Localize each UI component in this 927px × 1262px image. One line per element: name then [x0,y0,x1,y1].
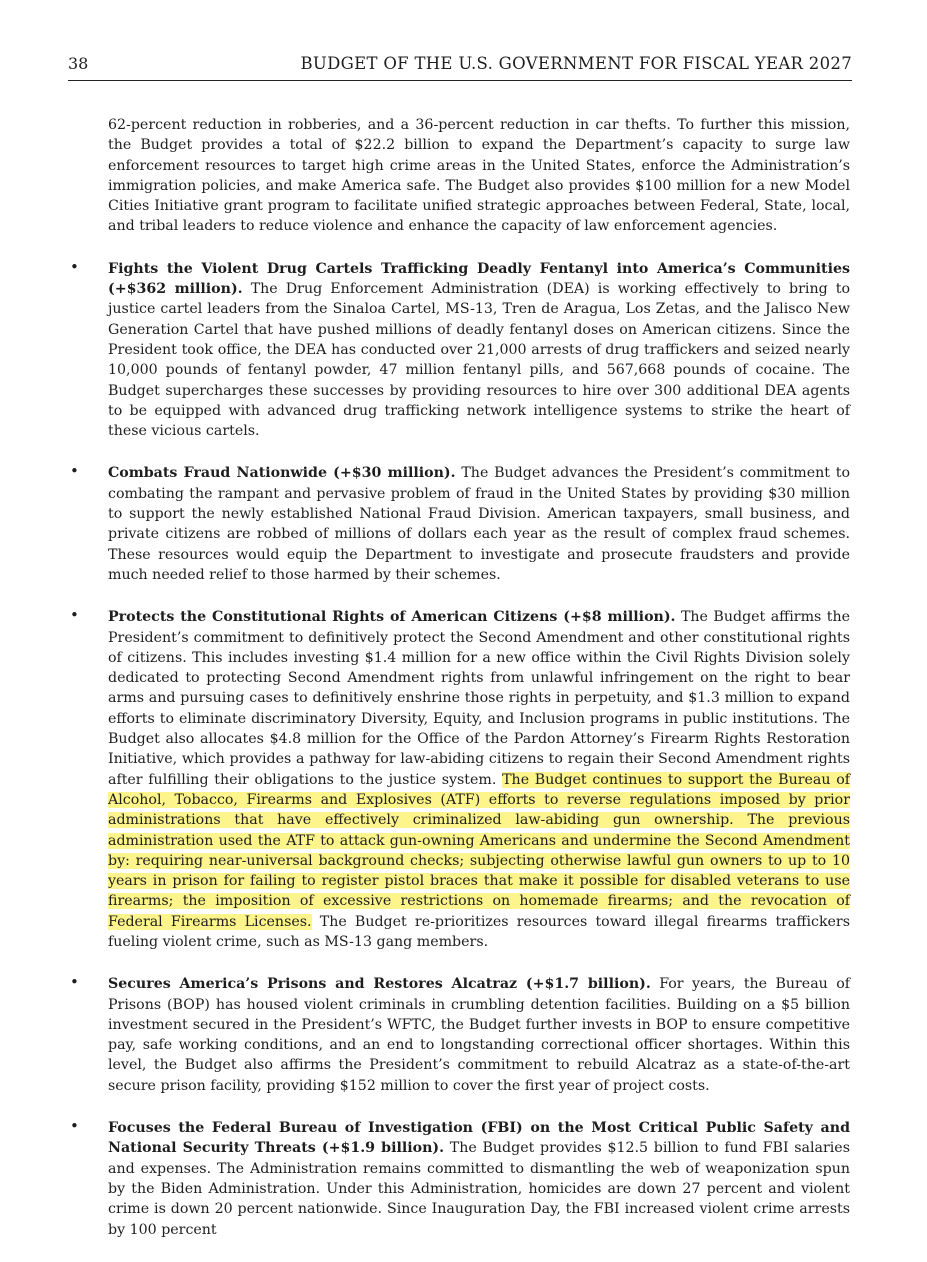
bullet-dot-icon: • [70,606,79,625]
bullet-text: The Budget advances the President’s commitment to combating the rampant and pervasive problem of fraud in the United States by providing $30 million to support the newly established National Fraud Division. American taxpayers, small business, and private citizens are robbed of millions of dollars each year as the result of complex fraud schemes. These resources would equip the Department to investigate and prosecute fraudsters and provide much needed relief to those harmed by their schemes. [108,465,850,583]
bullet-item-constitutional-rights [70,606,850,952]
header-title: BUDGET OF THE U.S. GOVERNMENT FOR FISCAL YEAR 2027 [300,54,852,73]
bullet-title: Focuses the Federal Bureau of Investigation (FBI) on the Most Critical Public Safety and National Security Threats (+$1.9 billion). [108,1120,850,1157]
bullet-title: Protects the Constitutional Rights of American Citizens (+$8 million). [108,609,676,626]
body-content [70,115,850,1262]
bullet-text: The Drug Enforcement Administration (DEA) is working effectively to bring to justice cartel leaders from the Sinaloa Cartel, MS-13, Tren de Aragua, Los Zetas, and the Jalisco New Generation Cartel that have pushed millions of deadly fentanyl doses on American citizens. Since the President took office, the DEA has conducted over 21,000 arrests of drug traffickers and seized nearly 10,000 pounds of fentanyl powder, 47 million fentanyl pills, and 567,668 pounds of cocaine. The Budget supercharges these successes by providing resources to hire over 300 additional DEA agents to be equipped with advanced drug trafficking network intelligence systems to strike the heart of these vicious cartels. [108,281,850,440]
bullet-title: Fights the Violent Drug Cartels Trafficking Deadly Fentanyl into America’s Communities (+$362 million). [108,260,850,298]
bullet-item-fbi [70,1117,850,1240]
bullet-dot-icon: • [70,257,79,276]
bullet-item-prisons [70,973,850,1096]
bullet-list [70,257,850,1240]
bullet-text: The Budget affirms the President’s commitment to definitively protect the Second Amendment and other constitutional rights of citizens. This includes investing $1.4 million for a new office within the Civil Rights Division solely dedicated to protecting Second Amendment rights from unlawful infringement on the right to bear arms and pursuing cases to definitively enshrine those rights in perpetuity, and $1.3 million to expand efforts to eliminate discriminatory Diversity, Equity, and Inclusion programs in public institutions. The Budget also allocates $4.8 million for the Office of the Pardon Attorney’s Firearm Rights Restoration Initiative, which provides a pathway for law-abiding citizens to regain their Second Amendment rights after fulfilling their obligations to the justice system. [108,609,850,788]
page-header [68,52,852,81]
highlighted-text: The Budget continues to support the Bureau of Alcohol, Tobacco, Firearms and Explosives (ATF) efforts to reverse regulations imposed by prior administrations that have effectively criminalized law-abiding gun ownership. The previous administration used the ATF to attack gun-owning Americans and undermine the Second Amendment by: requiring near-universal background checks; subjecting otherwise lawful gun owners to up to 10 years in prison for failing to register pistol braces that make it possible for disabled veterans to use firearms; the imposition of excessive restrictions on homemade firearms; and the revocation of Federal Firearms Licenses. [108,771,850,930]
bullet-dot-icon: • [70,1117,79,1136]
bullet-title: Combats Fraud Nationwide (+$30 million). [108,465,456,482]
intro-paragraph: 62-percent reduction in robberies, and a 36-percent reduction in car thefts. To further this mission, the Budget provides a total of $22.2 billion to expand the Department’s capacity to surge law enforcement resources to target high crime areas in the United States, enforce the Administration’s immigration policies, and make America safe. The Budget also provides $100 million for a new Model Cities Initiative grant program to facilitate unified strategic approaches between Federal, State, local, and tribal leaders to reduce violence and enhance the capacity of law enforcement agencies. [108,117,850,235]
bullet-dot-icon: • [70,973,79,992]
bullet-text: For years, the Bureau of Prisons (BOP) has housed violent criminals in crumbling detention facilities. Building on a $5 billion investment secured in the President’s WFTC, the Budget further invests in BOP to ensure competitive pay, safe working conditions, and an end to longstanding correctional officer shortages. Within this level, the Budget also affirms the President’s commitment to rebuild Alcatraz as a state-of-the-art secure prison facility, providing $152 million to cover the first year of project costs. [108,976,850,1094]
bullet-text-after: The Budget re-prioritizes resources toward illegal firearms traffickers fueling violent crime, such as MS-13 gang members. [108,913,850,950]
bullet-title: Secures America’s Prisons and Restores Alcatraz (+$1.7 billion). [108,976,651,993]
bullet-item-drug-cartels [70,257,850,442]
bullet-dot-icon: • [70,462,79,481]
bullet-item-fraud [70,462,850,585]
bullet-text: The Budget provides $12.5 billion to fund FBI salaries and expenses. The Administration remains committed to dismantling the web of weaponization spun by the Biden Administration. Under this Administration, homicides are down 27 percent and violent crime is down 20 percent nationwide. Since Inauguration Day, the FBI increased violent crime arrests by 100 percent [108,1140,850,1238]
page-number: 38 [68,54,89,73]
